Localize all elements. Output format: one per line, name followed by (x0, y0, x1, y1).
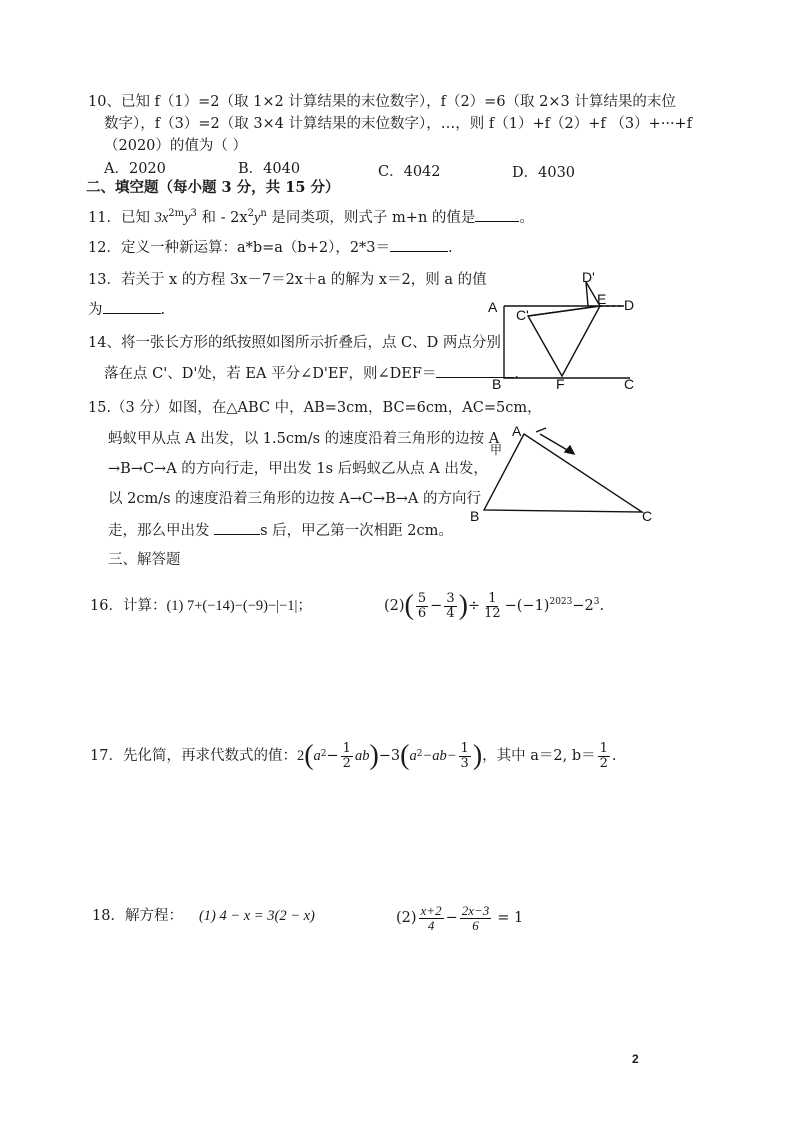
q11-sup1: 2m (168, 208, 185, 219)
q15-line5-suffix: s 后，甲乙第一次相距 2cm。 (260, 523, 453, 539)
q10-option-d: D．4030 (512, 165, 576, 181)
q11-answer-blank[interactable] (475, 207, 519, 222)
q17-frac-1-3: $\frac{1}{3}$ (460, 740, 469, 771)
q11-sup2: 2 (247, 208, 254, 219)
label-F: F (556, 376, 565, 392)
q11-term1b: y (184, 209, 191, 226)
q11-end: 。 (519, 209, 534, 226)
q12 (88, 237, 453, 258)
q12-end: . (448, 240, 453, 256)
q11-term2b: y (253, 209, 261, 226)
q18-part1 (92, 906, 315, 926)
q17-label: 17．先化简，再求代数式的值： (90, 748, 297, 764)
q15-line3: →B→C→A 的方向行走，甲出发 1s 后蚂蚁乙从点 A 出发， (108, 461, 488, 477)
section3-title: 三、解答题 (108, 552, 181, 568)
label-C: C (624, 376, 635, 392)
q18-part2: (2) $\frac{x+2}{4}$ − $\frac{2x-3}{6}$ = 1 (396, 902, 524, 933)
q10-line1: 10、已知 f（1）=2（取 1×2 计算结果的末位数字），f（2）=6（取 2×3 计算结果的末位 (88, 94, 676, 110)
label-B: B (492, 376, 502, 392)
q18-part1-expr: (1) 4 − x = 3(2 − x) (198, 908, 315, 924)
q13-line2 (88, 299, 165, 320)
q16-part1-expr: (1) 7+(−14)−(−9)−|−1|； (166, 598, 312, 614)
label-E: E (597, 291, 607, 307)
q14-end: . (514, 366, 520, 382)
page-number: 2 (632, 1052, 639, 1066)
q11 (88, 204, 534, 228)
q15-line5-prefix: 走，那么甲出发 (108, 523, 215, 539)
q16-part1 (90, 596, 312, 616)
q16-part2-label: (2) (384, 598, 405, 614)
q11-suffix: 是同类项，则式子 m+n 的值是 (266, 209, 476, 226)
q12-text: 12．定义一种新运算：a*b=a（b+2），2*3＝ (88, 240, 391, 256)
q11-prefix: 11．已知 (88, 209, 155, 226)
q11-mid: 和 - 2x (196, 209, 248, 226)
fold-rectangle-figure (478, 268, 648, 394)
q15-answer-blank[interactable] (214, 520, 260, 535)
q13-end: . (160, 302, 166, 318)
label-jia: 甲 (490, 443, 503, 457)
label-D: D (624, 297, 635, 313)
q10-option-a: A．2020 (104, 161, 166, 177)
q14-line1: 14、将一张长方形的纸按照如图所示折叠后，点 C、D 两点分别 (88, 335, 501, 351)
q10-option-b: B．4040 (238, 161, 301, 177)
q16-part2: (2) ( $\frac{5}{6}$ − $\frac{3}{4}$ ) ÷ $\frac{1}{12}$ −(−1) $^{2023}$ −2 $^3$ . (384, 590, 605, 621)
q15-line4: 以 2cm/s 的速度沿着三角形的边按 A→C→B→A 的方向行 (108, 491, 481, 507)
q14-text: 落在点 C'、D'处，若 EA 平分∠D'EF，则∠DEF＝ (104, 366, 437, 382)
q18-label: 18．解方程： (92, 908, 183, 924)
q16-label: 16．计算： (90, 598, 167, 614)
q17-frac-b: $\frac{1}{2}$ (599, 740, 608, 771)
q14-line2 (104, 363, 519, 384)
fold-flap (528, 282, 600, 316)
q16-frac-3-4: $\frac{3}{4}$ (446, 590, 455, 621)
q15-line5 (108, 520, 453, 541)
q17: 17．先化简，再求代数式的值： 2 ( a 2 − $\frac{1}{2}$ ab ) −3 ( a 2 −ab− $\frac{1}{3}$ ) ，其中 a＝2, b＝ $\frac{1}{2}$ . (90, 740, 617, 771)
q10-line2: 数字），f（3）=2（取 3×4 计算结果的末位数字），…，则 f（1）+f（2）+f （3）+···+f (104, 116, 693, 132)
label-C: C (642, 508, 653, 524)
q11-sup2b: n (260, 208, 267, 219)
q13-prefix: 为 (88, 302, 103, 318)
q10-line3: （2020）的值为（ ） (104, 138, 248, 154)
q15-line2: 蚂蚁甲从点 A 出发，以 1.5cm/s 的速度沿着三角形的边按 A (108, 431, 500, 447)
q18-frac-2x3-6: $\frac{2x-3}{6}$ (461, 902, 490, 933)
q10-option-c: C．4042 (378, 164, 441, 180)
q16-frac-1-12: $\frac{1}{12}$ (484, 590, 501, 621)
ant-arrow-head (565, 446, 574, 454)
label-B: B (470, 508, 480, 524)
label-yi: 乙 (550, 425, 557, 432)
q13-line1: 13．若关于 x 的方程 3x－7＝2x＋a 的解为 x＝2，则 a 的值 (88, 272, 487, 288)
q11-sup1b: 3 (190, 208, 197, 219)
triangle-abc-figure (466, 420, 666, 528)
q15-line1: 15.（3 分）如图，在△ABC 中，AB=3cm，BC=6cm，AC=5cm， (88, 400, 542, 416)
q17-frac-1-2: $\frac{1}{2}$ (342, 740, 351, 771)
q12-answer-blank[interactable] (390, 237, 448, 252)
label-D-prime: D' (582, 269, 595, 285)
label-C-prime: C' (516, 307, 529, 323)
q11-term1: 3x (154, 209, 169, 226)
section2-title: 二、填空题（每小题 3 分，共 15 分） (86, 179, 340, 196)
ant-yi-mark (536, 428, 546, 432)
q18-part2-label: (2) (396, 910, 417, 926)
fold-triangle (528, 306, 600, 376)
q16-frac-5-6: $\frac{5}{6}$ (417, 590, 427, 621)
label-A: A (512, 423, 522, 439)
q18-frac-x2-4: $\frac{x+2}{4}$ (420, 902, 442, 933)
q13-answer-blank[interactable] (103, 299, 161, 314)
label-A: A (488, 299, 498, 315)
triangle-abc (484, 434, 642, 512)
